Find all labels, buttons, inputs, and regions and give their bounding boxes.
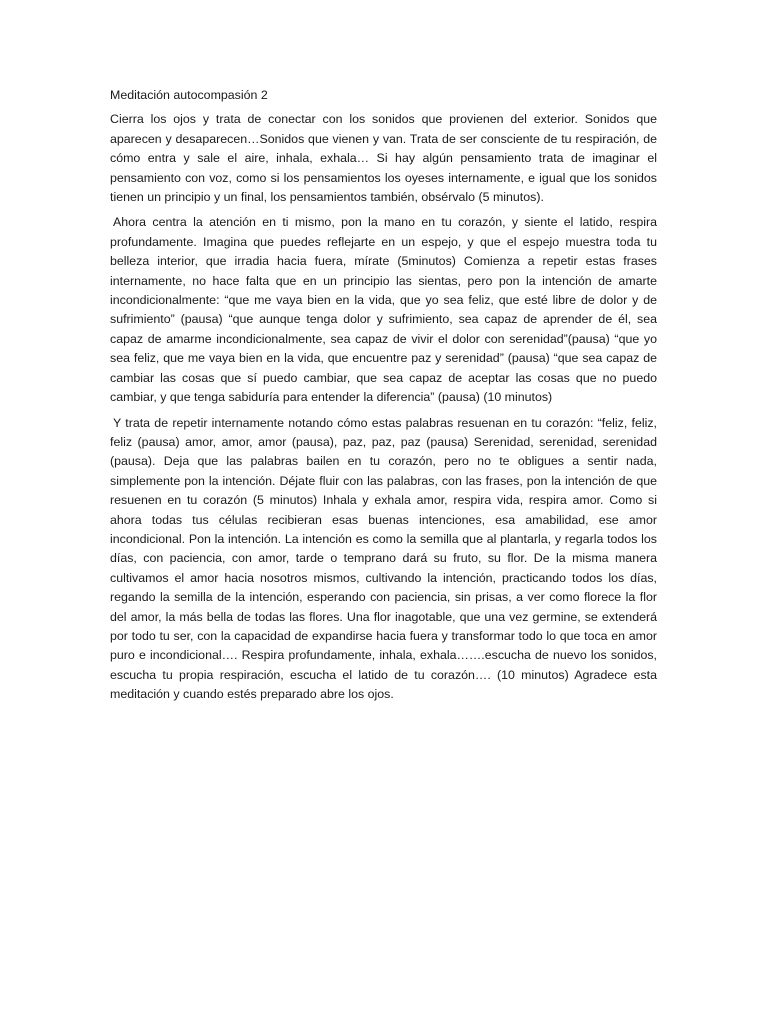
paragraph-intro: Cierra los ojos y trata de conectar con los sonidos que provienen del exterior. Sonidos que aparecen y desaparecen…Sonidos que vienen y van. Trata de ser consciente de tu respiración, de cómo entra y sale el aire, inhala, exhala… Si hay algún pensamiento trata de imaginar el pensamiento con voz, como si los pensamientos los oyeses internamente, e igual que los sonidos tienen un principio y un final, los pensamientos también, obsérvalo (5 minutos). [110,112,657,205]
document-title: Meditación autocompasión 2 [110,88,268,102]
document-page [110,86,657,711]
paragraph-self-focus: Ahora centra la atención en ti mismo, pon la mano en tu corazón, y siente el latido, respira profundamente. Imagina que puedes reflejarte en un espejo, y que el espejo muestra toda tu belleza interior, que irradia hacia fuera, mírate (5minutos) Comienza a repetir estas frases internamente, no hace falta que en un principio las sientas, pero pon la intención de amarte incondicionalmente: “que me vaya bien en la vida, que yo sea feliz, que esté libre de dolor y de sufrimiento” (pausa) “que aunque tenga dolor y sufrimiento, sea capaz de aprender de él, sea capaz de amarme incondicionalmente, sea capaz de vivir el dolor con serenidad”(pausa) “que yo sea feliz, que me vaya bien en la vida, que encuentre paz y serenidad” (pausa) “que sea capaz de cambiar las cosas que sí puedo cambiar, que sea capaz de aceptar las cosas que no puedo cambiar, y que tenga sabiduría para entender la diferencia” (pausa) (10 minutos) [110,215,657,405]
paragraph-repetition: Y trata de repetir internamente notando cómo estas palabras resuenan en tu corazón: “feliz, feliz, feliz (pausa) amor, amor, amor (pausa), paz, paz, paz (pausa) Serenidad, serenidad, serenidad (pausa). Deja que las palabras bailen en tu corazón, pero no te obligues a sentir nada, simplemente pon la intención. Déjate fluir con las palabras, con las frases, pon la intención de que resuenen en tu corazón (5 minutos) Inhala y exhala amor, respira vida, respira amor. Como si ahora todas tus células recibieran esas buenas intenciones, esa amabilidad, ese amor incondicional. Pon la intención. La intención es como la semilla que al plantarla, y regarla todos los días, con paciencia, con amor, tarde o temprano dará su fruto, su flor. De la misma manera cultivamos el amor hacia nosotros mismos, cultivando la intención, practicando todos los días, regando la semilla de la intención, esperando con paciencia, sin prisas, a ver como florece la flor del amor, la más bella de todas las flores. Una flor inagotable, que una vez germine, se extenderá por todo tu ser, con la capacidad de expandirse hacia fuera y transformar todo lo que toca en amor puro e incondicional…. Respira profundamente, inhala, exhala…….escucha de nuevo los sonidos, escucha tu propia respiración, escucha el latido de tu corazón…. (10 minutos) Agradece esta meditación y cuando estés preparado abre los ojos. [110,415,657,702]
